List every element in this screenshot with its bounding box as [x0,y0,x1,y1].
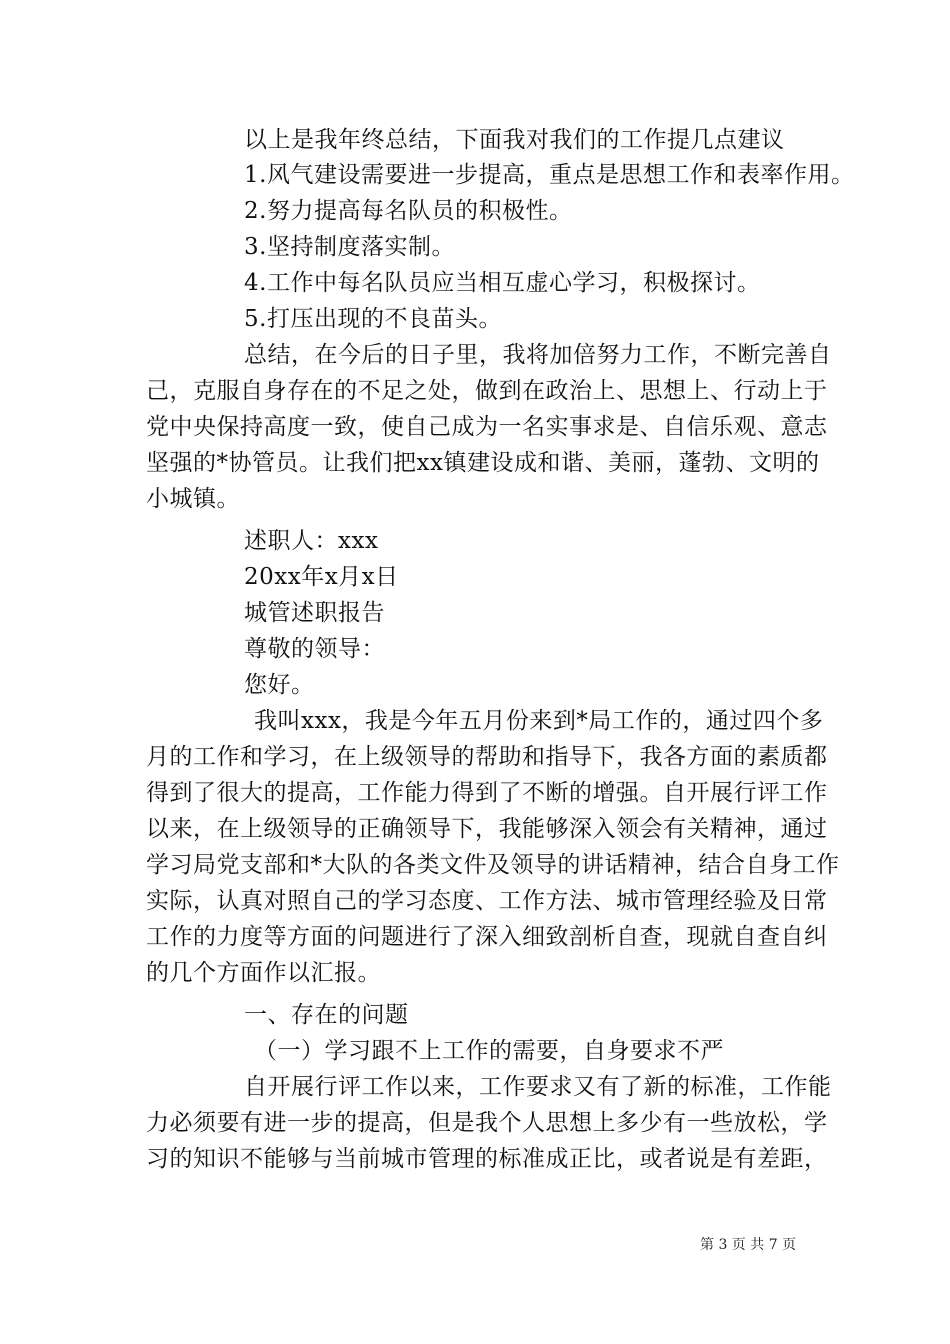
paragraph-line: 自开展行评工作以来，工作要求又有了新的标准，工作能 [244,1074,832,1100]
paragraph-line: 以来，在上级领导的正确领导下，我能够深入领会有关精神，通过 [146,816,828,842]
paragraph-line: 党中央保持高度一致，使自己成为一名实事求是、自信乐观、意志 [146,414,828,440]
paragraph-line: 学习局党支部和*大队的各类文件及领导的讲话精神，结合自身工作 [146,852,840,878]
salutation: 尊敬的领导： [244,636,385,662]
paragraph-line: 坚强的*协管员。让我们把xx镇建设成和谐、美丽，蓬勃、文明的 [146,450,820,476]
signature-line: 述职人：xxx [244,528,379,554]
paragraph-line: 我叫xxx，我是今年五月份来到*局工作的，通过四个多 [254,708,824,734]
document-title: 城管述职报告 [244,600,385,626]
paragraph-line: 得到了很大的提高，工作能力得到了不断的增强。自开展行评工作 [146,780,828,806]
paragraph-line: 工作的力度等方面的问题进行了深入细致剖析自查，现就自查自纠 [146,924,828,950]
list-item: 3.坚持制度落实制。 [244,234,455,260]
list-item: 4.工作中每名队员应当相互虚心学习，积极探讨。 [244,270,761,296]
greeting: 您好。 [244,672,315,698]
list-item: 5.打压出现的不良苗头。 [244,306,502,332]
paragraph-line: 习的知识不能够与当前城市管理的标准成正比，或者说是有差距， [146,1146,828,1172]
paragraph-line: 总结，在今后的日子里，我将加倍努力工作，不断完善自 [244,342,832,368]
list-item: 2.努力提高每名队员的积极性。 [244,198,573,224]
paragraph-line: 以上是我年终总结，下面我对我们的工作提几点建议 [244,127,785,153]
date-line: 20xx年x月x日 [244,564,399,590]
paragraph-line: 实际，认真对照自己的学习态度、工作方法、城市管理经验及日常 [146,888,828,914]
paragraph-line: 己，克服自身存在的不足之处，做到在政治上、思想上、行动上于 [146,378,828,404]
paragraph-line: 的几个方面作以汇报。 [146,960,381,986]
paragraph-line: 月的工作和学习，在上级领导的帮助和指导下，我各方面的素质都 [146,744,828,770]
paragraph-line: 小城镇。 [146,486,240,512]
list-item: 1.风气建设需要进一步提高，重点是思想工作和表率作用。 [244,162,855,188]
page-number-footer: 第 3 页 共 7 页 [700,1237,797,1253]
paragraph-line: 力必须要有进一步的提高，但是我个人思想上多少有一些放松，学 [146,1110,828,1136]
section-heading: 一、存在的问题 [244,1002,409,1028]
subsection-heading: （一）学习跟不上工作的需要，自身要求不严 [254,1038,724,1064]
